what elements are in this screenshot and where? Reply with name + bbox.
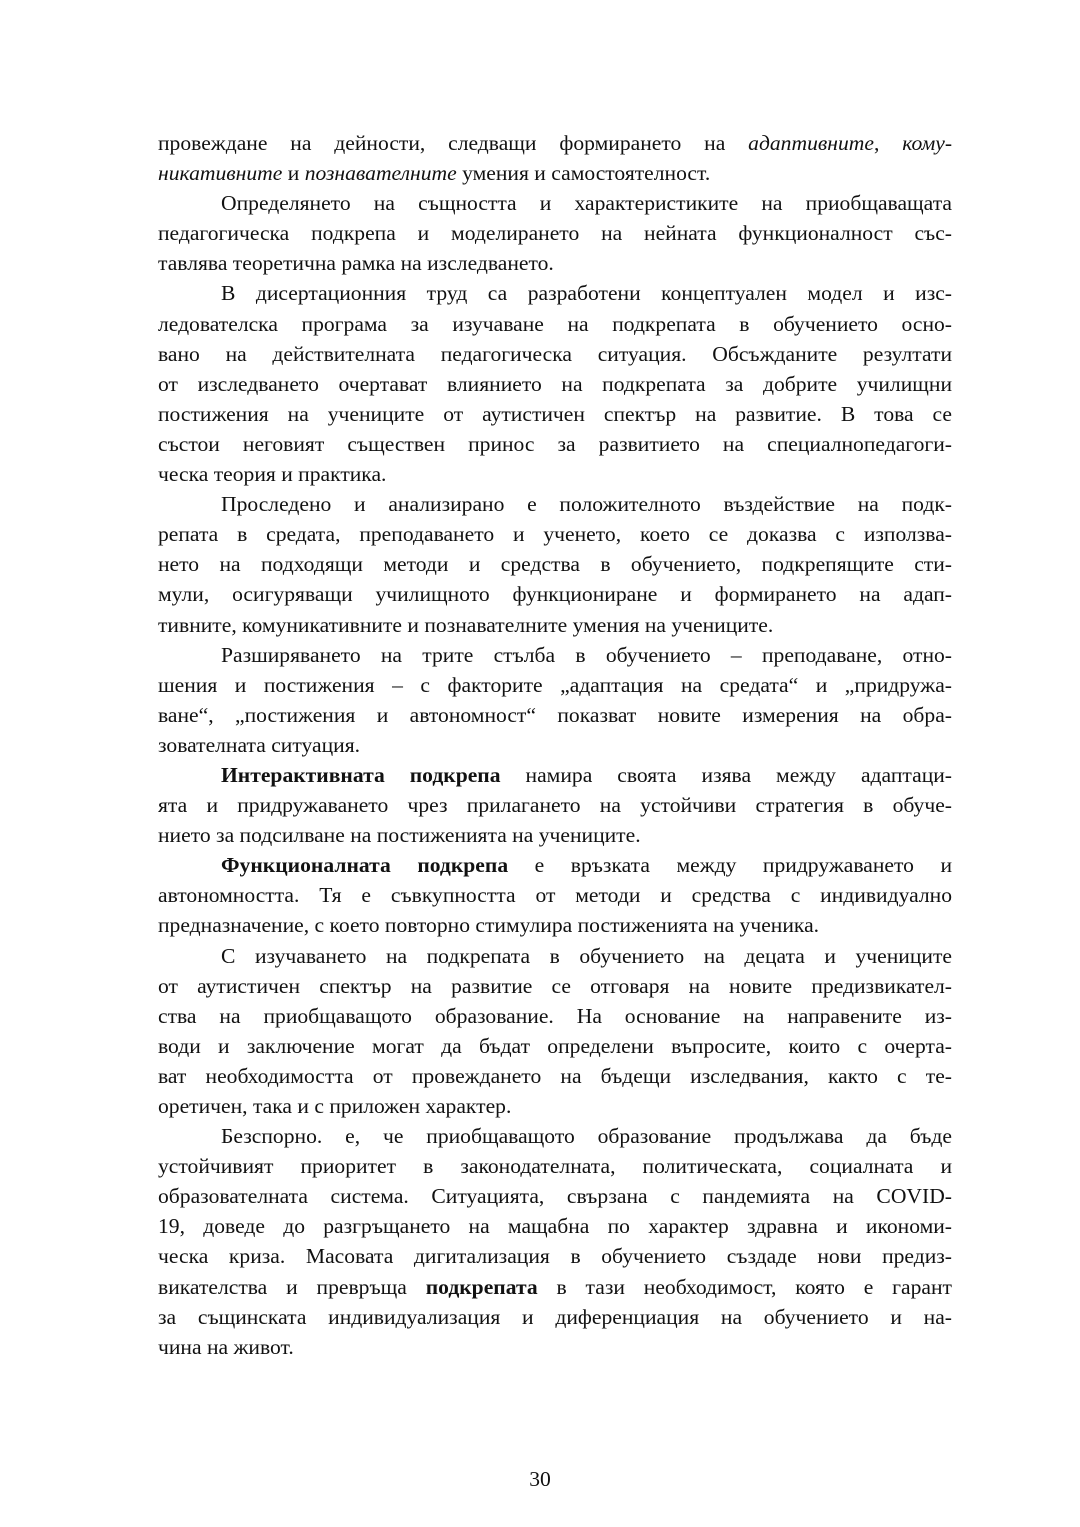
text-line — [158, 1061, 952, 1091]
text-run: Проследено и анализирано е положителното въздействие на подк- — [221, 492, 952, 517]
text-run: води и заключение могат да бъдат определени въпросите, които с очерта- — [158, 1033, 952, 1058]
paragraph — [158, 760, 952, 850]
text-line — [158, 1332, 952, 1362]
text-line — [158, 1001, 952, 1031]
text-run: умения и самостоятелност. — [456, 161, 711, 186]
text-line — [158, 158, 952, 188]
body-text — [158, 128, 952, 1362]
text-run: Безспорно. е, че приобщаващото образование продължава да бъде — [221, 1124, 952, 1149]
text-run: ческа теория и практика. — [158, 462, 387, 487]
text-line — [158, 489, 952, 519]
text-run: Разширяването на трите стълба в обучението – преподаване, отно- — [221, 642, 952, 667]
text-run: от аутистичен спектър на развитие се отговаря на новите предизвикател- — [158, 973, 952, 998]
paragraph — [158, 188, 952, 278]
bold-term: подкрепата — [425, 1274, 538, 1299]
text-line — [158, 369, 952, 399]
text-run: шения и постижения – с факторите „адаптация на средата“ и „придружа- — [158, 672, 952, 697]
italic-term: познавателните — [304, 161, 457, 186]
text-run: ята и придружаването чрез прилагането на устойчиви стратегия в обуче- — [158, 793, 952, 818]
text-run: ства на приобщаващото образование. На основание на направените из- — [158, 1003, 952, 1028]
text-run: зователната ситуация. — [158, 732, 361, 757]
text-line — [158, 1241, 952, 1271]
text-run: предназначение, с което повторно стимулира постиженията на ученика. — [158, 913, 820, 938]
text-run: намира своята изява между адаптаци- — [500, 762, 952, 787]
text-run: от изследването очертават влиянието на подкрепата за добрите училищни — [158, 371, 952, 396]
bold-term: Интерактивната подкрепа — [221, 762, 501, 787]
text-line — [158, 1302, 952, 1332]
text-run: оретичен, така и с приложен характер. — [158, 1094, 512, 1118]
text-run: мули, осигуряващи училищното функциониране и формирането на адап- — [158, 582, 952, 607]
text-line — [158, 128, 952, 158]
text-line — [158, 820, 952, 850]
text-run: провеждане на дейности, следващи формирането на — [158, 131, 749, 155]
text-run: образователната система. Ситуацията, свързана с пандемията на COVID- — [158, 1184, 952, 1209]
text-line — [158, 941, 952, 971]
text-line — [158, 549, 952, 579]
text-line — [158, 971, 952, 1001]
text-line — [158, 188, 952, 218]
text-line — [158, 248, 952, 278]
text-run: постижения на учениците от аутистичен спектър на развитие. В това се — [158, 401, 952, 426]
text-run: устойчивият приоритет в законодателната, политическата, социалната и — [158, 1154, 952, 1179]
text-run: , — [873, 131, 903, 155]
text-line — [158, 730, 952, 760]
text-run: нето на подходящи методи и средства в обучението, подкрепящите сти- — [158, 552, 952, 577]
text-run: репата в средата, преподаването и ученето, което се доказва с използва- — [158, 522, 952, 547]
text-line — [158, 339, 952, 369]
text-line — [158, 880, 952, 910]
paragraph — [158, 1121, 952, 1362]
paragraph — [158, 128, 952, 188]
italic-term: никативните — [158, 161, 283, 186]
text-line — [158, 700, 952, 730]
paragraph — [158, 278, 952, 489]
italic-term: адаптивните — [748, 131, 874, 155]
text-line — [158, 850, 952, 880]
text-run: и — [282, 161, 305, 186]
text-run: Определянето на същността и характеристиките на приобщаващата — [221, 191, 952, 216]
text-run: в тази необходимост, която е гарант — [537, 1274, 952, 1299]
paragraph — [158, 850, 952, 940]
text-line — [158, 218, 952, 248]
text-line — [158, 1091, 952, 1121]
text-run: тивните, комуникативните и познавателните умения на учениците. — [158, 612, 774, 637]
bold-term: Функционалната подкрепа — [221, 853, 509, 878]
text-line — [158, 519, 952, 549]
text-line — [158, 309, 952, 339]
text-line — [158, 640, 952, 670]
paragraph — [158, 640, 952, 760]
text-line — [158, 429, 952, 459]
text-run: за същинската индивидуализация и диференциация на обучението и на- — [158, 1304, 952, 1329]
text-line — [158, 399, 952, 429]
text-run: е връзката между придружаването и — [508, 853, 952, 878]
text-run: ване“, „постижения и автономност“ показват новите измерения на обра- — [158, 702, 952, 727]
text-run: С изучаването на подкрепата в обучението на децата и учениците — [221, 943, 952, 968]
text-line — [158, 1151, 952, 1181]
text-line — [158, 760, 952, 790]
text-line — [158, 910, 952, 940]
text-run: ческа криза. Масовата дигитализация в обучението създаде нови предиз- — [158, 1244, 952, 1269]
text-line — [158, 1211, 952, 1241]
text-run: тавлява теоретична рамка на изследването. — [158, 251, 554, 276]
page-number: 30 — [529, 1467, 551, 1491]
text-run: ледователска програма за изучаване на подкрепата в обучението осно- — [158, 311, 952, 336]
text-line — [158, 1121, 952, 1151]
text-line — [158, 579, 952, 609]
text-run: нието за подсилване на постиженията на учениците. — [158, 823, 641, 848]
paragraph — [158, 941, 952, 1122]
text-line — [158, 1272, 952, 1302]
text-run: автономността. Тя е съвкупността от методи и средства с индивидуално — [158, 883, 952, 908]
text-line — [158, 610, 952, 640]
text-line — [158, 459, 952, 489]
text-run: ват необходимостта от провеждането на бъдещи изследвания, както с те- — [158, 1063, 952, 1088]
text-run: В дисертационния труд са разработени концептуален модел и изс- — [221, 281, 952, 306]
text-run: педагогическа подкрепа и моделирането на нейната функционалност със- — [158, 221, 952, 246]
italic-term: кому- — [902, 131, 953, 155]
paragraph — [158, 489, 952, 639]
text-run: състои неговият съществен принос за развитието на специалнопедагоги- — [158, 431, 952, 456]
text-run: вано на действителната педагогическа ситуация. Обсъжданите резултати — [158, 341, 952, 366]
text-line — [158, 790, 952, 820]
text-line — [158, 1031, 952, 1061]
text-run: викателства и превръща — [158, 1274, 426, 1299]
text-line — [158, 670, 952, 700]
text-line — [158, 278, 952, 308]
text-line — [158, 1181, 952, 1211]
text-run: чина на живот. — [158, 1334, 294, 1359]
text-run: 19, доведе до разгръщането на мащабна по характер здравна и икономи- — [158, 1214, 952, 1239]
